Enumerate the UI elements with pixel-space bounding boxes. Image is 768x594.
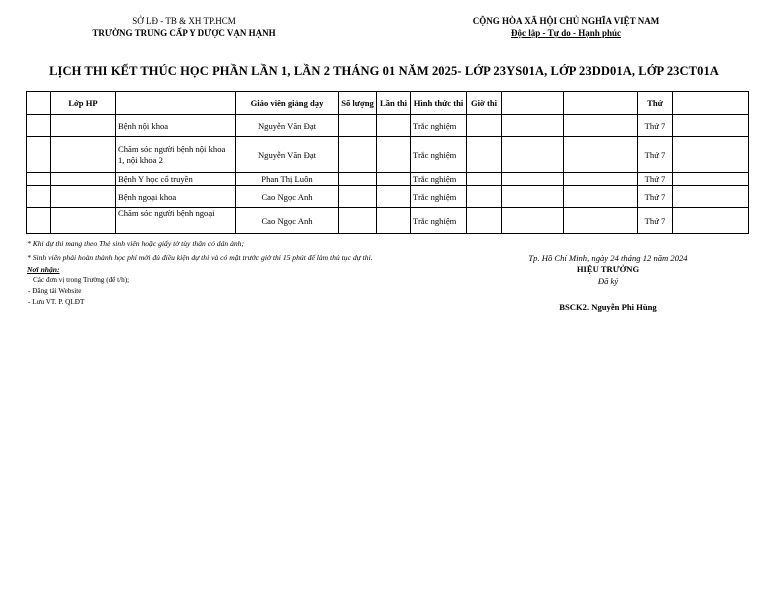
header-cell bbox=[116, 92, 236, 115]
header-cell bbox=[502, 92, 564, 115]
teacher-cell: Nguyễn Văn Đạt bbox=[236, 137, 339, 173]
recipient-item: - Lưu VT. P. QLĐT bbox=[28, 298, 85, 306]
header-cell bbox=[673, 92, 749, 115]
format-cell: Trắc nghiệm bbox=[411, 173, 467, 186]
note-id-card: * Khi dự thi mang theo Thẻ sinh viên hoặc giấy tờ tùy thân có dán ảnh; bbox=[27, 239, 244, 248]
day-cell: Thứ 7 bbox=[638, 115, 673, 137]
table-header-row bbox=[27, 92, 749, 115]
header-format: Hình thức thi bbox=[411, 92, 467, 115]
day-cell: Thứ 7 bbox=[638, 208, 673, 234]
table-row bbox=[27, 173, 749, 186]
signer-role: HIỆU TRƯỞNG bbox=[576, 264, 640, 274]
format-cell: Trắc nghiệm bbox=[411, 186, 467, 208]
subject-cell: Chăm sóc người bệnh ngoại bbox=[116, 208, 236, 234]
nation-motto: Độc lập - Tự do - Hạnh phúc bbox=[510, 28, 621, 38]
table-row bbox=[27, 208, 749, 234]
signed-status: Đã ký bbox=[597, 276, 619, 286]
subject-cell: Bệnh nội khoa bbox=[116, 115, 236, 137]
header-teacher: Giáo viên giảng dạy bbox=[236, 92, 339, 115]
place-date: Tp. Hồ Chí Minh, ngày 24 tháng 12 năm 2024 bbox=[528, 253, 688, 263]
day-cell: Thứ 7 bbox=[638, 173, 673, 186]
format-cell: Trắc nghiệm bbox=[411, 208, 467, 234]
agency-name: SỞ LĐ - TB & XH TP.HCM bbox=[132, 16, 236, 26]
header-day: Thứ bbox=[638, 92, 673, 115]
recipient-item: Các đơn vị trong Trường (để t/h); bbox=[33, 276, 130, 284]
recipient-item: - Đăng tải Website bbox=[28, 287, 82, 295]
header-cell bbox=[27, 92, 51, 115]
nation-title: CỘNG HÒA XÃ HỘI CHỦ NGHĨA VIỆT NAM bbox=[472, 16, 660, 26]
subject-cell: Chăm sóc người bệnh nội khoa 1, nội khoa 2 bbox=[116, 137, 236, 173]
header-cell bbox=[564, 92, 638, 115]
page-title: LỊCH THI KẾT THÚC HỌC PHẦN LẦN 1, LẦN 2 THÁNG 01 NĂM 2025- LỚP 23YS01A, LỚP 23DD01A, LỚP 23CT01A bbox=[49, 64, 719, 78]
day-cell: Thứ 7 bbox=[638, 137, 673, 173]
note-tuition: * Sinh viên phải hoàn thành học phí mới đủ điều kiện dự thi và có mặt trước giờ thi 15 phút để làm thủ tục dự thi. bbox=[27, 253, 373, 262]
table-row bbox=[27, 186, 749, 208]
table-row bbox=[27, 137, 749, 173]
header-count: Số lượng bbox=[339, 92, 377, 115]
format-cell: Trắc nghiệm bbox=[411, 137, 467, 173]
header-attempt: Lần thi bbox=[377, 92, 411, 115]
recipients-label: Nơi nhận: bbox=[27, 265, 60, 274]
teacher-cell: Phan Thị Luôn bbox=[236, 173, 339, 186]
exam-schedule-table bbox=[26, 91, 749, 234]
header-class: Lớp HP bbox=[51, 92, 116, 115]
school-name: TRƯỜNG TRUNG CẤP Y DƯỢC VẠN HẠNH bbox=[92, 28, 276, 38]
day-cell: Thứ 7 bbox=[638, 186, 673, 208]
format-cell: Trắc nghiệm bbox=[411, 115, 467, 137]
header-time: Giờ thi bbox=[467, 92, 502, 115]
subject-cell: Bệnh ngoại khoa bbox=[116, 186, 236, 208]
teacher-cell: Cao Ngọc Anh bbox=[236, 208, 339, 234]
teacher-cell: Nguyễn Văn Đạt bbox=[236, 115, 339, 137]
signer-name: BSCK2. Nguyễn Phi Hùng bbox=[559, 302, 657, 312]
teacher-cell: Cao Ngọc Anh bbox=[236, 186, 339, 208]
subject-cell: Bệnh Y học cổ truyền bbox=[116, 173, 236, 186]
table-row bbox=[27, 115, 749, 137]
